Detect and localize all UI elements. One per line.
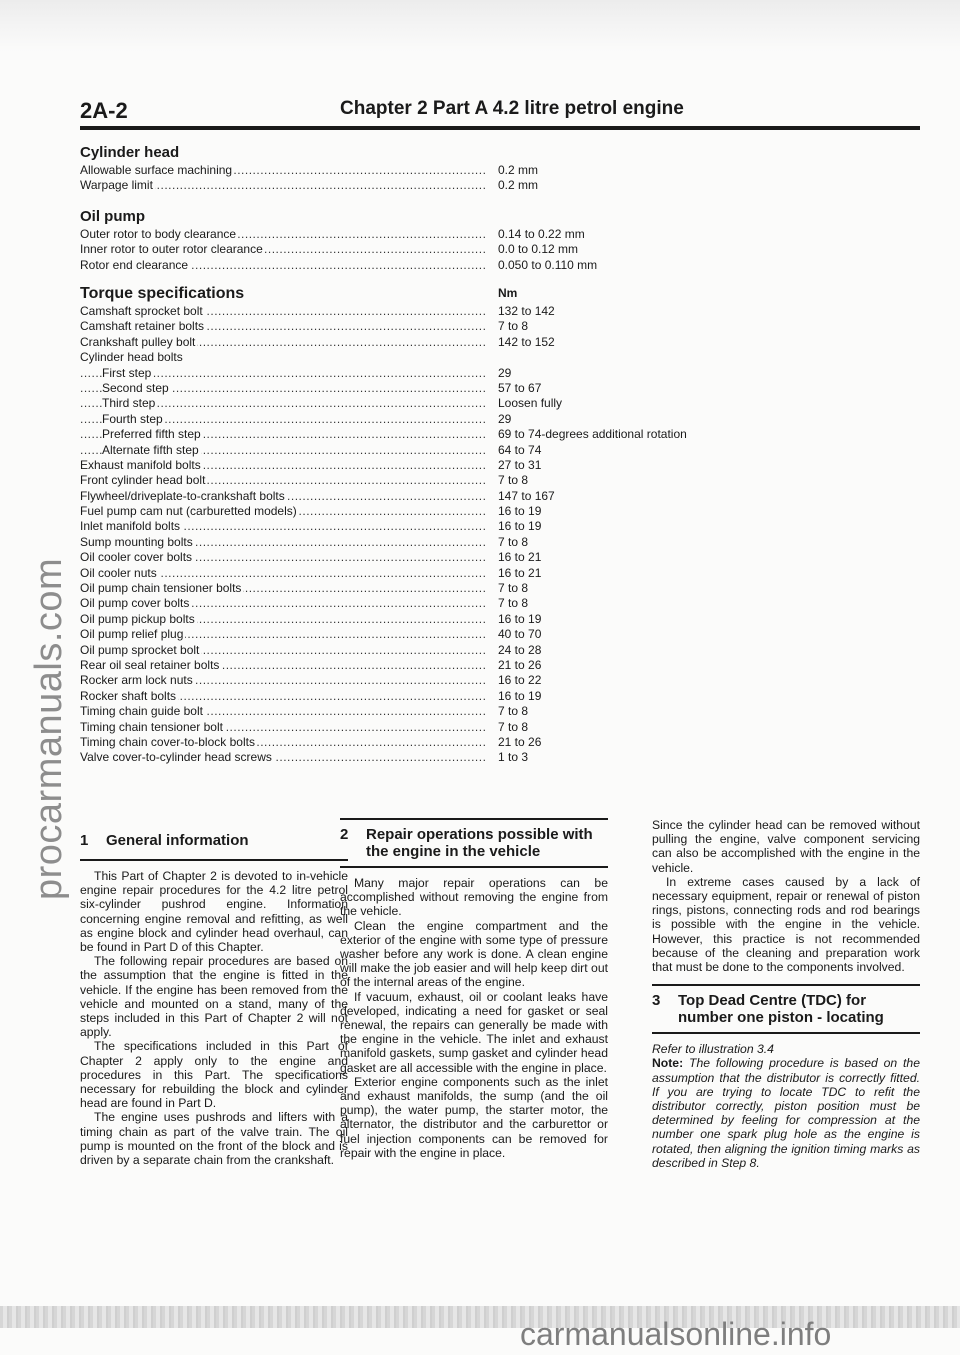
scan-top-shading xyxy=(0,0,960,52)
spec-label-text: Exhaust manifold bolts xyxy=(80,457,201,472)
torque-rows xyxy=(80,304,920,766)
section-2-body xyxy=(340,876,608,1160)
spec-label xyxy=(80,673,486,688)
watermark-bottom: carmanualsonline.info xyxy=(520,1316,832,1352)
spec-row xyxy=(80,566,920,581)
section-2-top-rule xyxy=(340,818,608,820)
spec-row xyxy=(80,178,920,193)
spec-label xyxy=(80,458,486,473)
spec-label xyxy=(80,627,486,642)
cylinder-head-rows xyxy=(80,163,920,194)
spec-value: 7 to 8 xyxy=(498,473,529,488)
spec-label-text: Oil pump relief plug xyxy=(80,627,184,642)
watermark-side: procarmanuals.com xyxy=(28,557,70,900)
spec-label-text: Oil cooler cover bolts xyxy=(80,550,193,565)
spec-label-text: Fuel pump cam nut (carburetted models) xyxy=(80,504,297,519)
spec-row xyxy=(80,304,920,319)
spec-label-text: Oil cooler nuts xyxy=(80,565,157,580)
spec-label-text: Valve cover-to-cylinder head screws xyxy=(80,750,272,765)
spec-label-text: Timing chain tensioner bolt xyxy=(80,719,223,734)
spec-label-text: Rocker arm lock nuts xyxy=(80,673,193,688)
spec-label-text: Oil pump sprocket bolt xyxy=(80,642,200,657)
spec-value: 7 to 8 xyxy=(498,581,529,596)
spec-label-text: Fourth step xyxy=(102,411,163,426)
spec-label-text: Oil pump cover bolts xyxy=(80,596,190,611)
section-3-rule xyxy=(652,1032,920,1034)
spec-value: 57 to 67 xyxy=(498,380,542,395)
spec-label xyxy=(80,412,486,427)
column-3-body xyxy=(652,818,920,974)
body-paragraph: Many major repair operations can be accomplished without removing the engine from the vehicle. xyxy=(340,876,608,919)
spec-row xyxy=(80,443,920,458)
spec-row xyxy=(80,535,920,550)
note-label: Note: xyxy=(652,1056,684,1071)
spec-label xyxy=(80,319,486,334)
spec-row xyxy=(80,750,920,765)
spec-label xyxy=(80,366,486,381)
spec-value: 142 to 152 xyxy=(498,334,555,349)
spec-row xyxy=(80,242,920,257)
spec-label-text: Alternate fifth step xyxy=(102,442,199,457)
body-paragraph: Clean the engine compartment and the exterior of the engine with some type of pressure washer before any work is done. A clean engine will make the job easier and will help keep dirt out of the internal areas of the engine. xyxy=(340,918,608,990)
spec-value: 1 to 3 xyxy=(498,750,529,765)
spec-value: 16 to 22 xyxy=(498,673,542,688)
spec-value: 0.2 mm xyxy=(498,178,539,193)
spec-value: 21 to 26 xyxy=(498,734,542,749)
oil-pump-heading: Oil pump xyxy=(80,208,145,225)
spec-row xyxy=(80,427,920,442)
spec-label xyxy=(80,658,486,673)
spec-value: 7 to 8 xyxy=(498,534,529,549)
spec-label-text: Second step xyxy=(102,380,169,395)
spec-row xyxy=(80,350,920,365)
torque-unit-heading: Nm xyxy=(498,286,518,300)
spec-value: 21 to 26 xyxy=(498,657,542,672)
spec-label xyxy=(80,581,486,596)
spec-label-text: Camshaft sprocket bolt xyxy=(80,304,203,318)
section-3-title-text: Top Dead Centre (TDC) for number one piston - locating xyxy=(678,992,884,1027)
spec-label-text: Flywheel/driveplate-to-crankshaft bolts xyxy=(80,488,285,503)
spec-label xyxy=(80,304,486,319)
note-text: The following procedure is based on the assumption that the distributor is correctly fitted. If you are trying to locate TDC to refit the distributor correctly, piston position must be determined by feeling for compression at the number one spark plug hole as the engine is rotated, then aligning the ignition timing marks as described in Step 8. xyxy=(652,1056,920,1170)
spec-label xyxy=(80,381,486,396)
column-tdc xyxy=(652,818,920,1170)
page-number: 2A-2 xyxy=(80,98,128,123)
body-paragraph: The following repair procedures are based on the assumption that the engine is fitted in the vehicle. If the engine has been removed from the vehicle and mounted on a stand, many of the steps included in this Part of Chapter 2 will not apply. xyxy=(80,954,348,1040)
torque-heading: Torque specifications xyxy=(80,285,245,302)
spec-row xyxy=(80,412,920,427)
section-2-title xyxy=(340,826,608,860)
body-paragraph: The engine uses pushrods and lifters with a timing chain as part of the valve train. The oil pump is mounted on the front of the block and is driven by a separate chain from the crankshaft. xyxy=(80,1110,348,1168)
spec-label xyxy=(80,612,486,627)
spec-value: 0.050 to 0.110 mm xyxy=(498,257,598,272)
oil-pump-rows xyxy=(80,227,920,273)
spec-row xyxy=(80,381,920,396)
spec-row xyxy=(80,627,920,642)
section-3-title xyxy=(652,992,920,1026)
spec-label xyxy=(80,489,486,504)
spec-value: 0.14 to 0.22 mm xyxy=(498,227,585,241)
body-paragraph: The specifications included in this Part of Chapter 2 apply only to the engine and procedures in this Part. The specifications necessary for rebuilding the block and cylinder head are found in Part D. xyxy=(80,1039,348,1111)
spec-row xyxy=(80,689,920,704)
tdc-note xyxy=(652,1056,920,1170)
illustration-reference: Refer to illustration 3.4 xyxy=(652,1042,774,1057)
spec-row xyxy=(80,720,920,735)
spec-value: 7 to 8 xyxy=(498,319,529,334)
spec-label xyxy=(80,335,486,350)
section-1-rule xyxy=(80,859,348,861)
spec-value: 16 to 19 xyxy=(498,504,542,519)
spec-row xyxy=(80,735,920,750)
section-3-top-rule xyxy=(652,984,920,986)
spec-value: 0.0 to 0.12 mm xyxy=(498,242,579,257)
spec-row xyxy=(80,396,920,411)
torque-specs xyxy=(80,284,920,766)
spec-label-text: Rocker shaft bolts xyxy=(80,688,177,703)
spec-label xyxy=(80,504,486,519)
spec-row xyxy=(80,489,920,504)
spec-label-text: First step xyxy=(102,365,152,380)
spec-label-text: Inner rotor to outer rotor clearance xyxy=(80,242,263,257)
section-2-rule xyxy=(340,866,608,868)
section-1-number: 1 xyxy=(80,832,89,849)
spec-label xyxy=(80,720,486,735)
spec-value: 24 to 28 xyxy=(498,642,542,657)
spec-label xyxy=(80,227,486,242)
spec-label-text: Rear oil seal retainer bolts xyxy=(80,657,220,672)
spec-value: 69 to 74-degrees additional rotation xyxy=(498,427,687,442)
spec-label xyxy=(80,750,486,765)
spec-value: 16 to 19 xyxy=(498,688,542,703)
spec-row xyxy=(80,227,920,242)
spec-value: 40 to 70 xyxy=(498,627,542,642)
spec-row xyxy=(80,704,920,719)
spec-value: 7 to 8 xyxy=(498,596,529,611)
spec-row xyxy=(80,366,920,381)
spec-row xyxy=(80,550,920,565)
spec-row xyxy=(80,658,920,673)
spec-row xyxy=(80,612,920,627)
spec-row xyxy=(80,458,920,473)
spec-row xyxy=(80,519,920,534)
body-paragraph: Exterior engine components such as the inlet and exhaust manifolds, the sump (and the oil pump), the water pump, the starter motor, the alternator, the distributor and the carburettor or fuel injection components can be removed for repair with the engine in place. xyxy=(340,1074,608,1160)
spec-label xyxy=(80,350,486,365)
page-header xyxy=(80,98,920,128)
spec-label-text: Warpage limit xyxy=(80,178,153,193)
spec-value: Loosen fully xyxy=(498,396,563,411)
spec-row xyxy=(80,581,920,596)
cylinder-head-specs xyxy=(80,143,920,194)
spec-label-text: Inlet manifold bolts xyxy=(80,519,181,534)
spec-row xyxy=(80,643,920,658)
spec-value: 7 to 8 xyxy=(498,719,529,734)
column-general-information xyxy=(80,818,348,1167)
spec-label-text: Allowable surface machining xyxy=(80,163,233,177)
spec-label xyxy=(80,473,486,488)
section-1-title-text: General information xyxy=(106,832,249,849)
section-3-number: 3 xyxy=(652,992,661,1010)
cylinder-head-heading: Cylinder head xyxy=(80,144,180,161)
spec-value: 16 to 21 xyxy=(498,550,542,565)
spec-value: 29 xyxy=(498,365,512,380)
spec-label-text: Sump mounting bolts xyxy=(80,534,193,549)
section-2-title-text: Repair operations possible with the engine in the vehicle xyxy=(366,826,593,860)
spec-value: 7 to 8 xyxy=(498,704,529,719)
spec-value: 16 to 21 xyxy=(498,565,542,580)
spec-row xyxy=(80,673,920,688)
spec-label xyxy=(80,704,486,719)
spec-label-text: Timing chain guide bolt xyxy=(80,704,203,719)
spec-value: 147 to 167 xyxy=(498,488,555,503)
spec-value: 16 to 19 xyxy=(498,519,542,534)
body-paragraph: If vacuum, exhaust, oil or coolant leaks have developed, indicating a need for gasket or seal renewal, the repairs can generally be made with the engine in the vehicle. The inlet and exhaust manifold gaskets, sump gasket and cylinder head gasket are all accessible with the engine in place. xyxy=(340,989,608,1075)
spec-label xyxy=(80,396,486,411)
spec-label xyxy=(80,519,486,534)
spec-value: 29 xyxy=(498,411,512,426)
spec-label xyxy=(80,242,486,257)
spec-label xyxy=(80,178,486,193)
spec-label-text: Outer rotor to body clearance xyxy=(80,227,237,241)
spec-label-text: Oil pump chain tensioner bolts xyxy=(80,581,242,596)
spec-value: 132 to 142 xyxy=(498,304,555,318)
section-1-body xyxy=(80,869,348,1167)
spec-label-text: Third step xyxy=(102,396,156,411)
column-repair-operations xyxy=(340,818,608,1160)
spec-value: 27 to 31 xyxy=(498,457,542,472)
spec-label xyxy=(80,443,486,458)
section-2-number: 2 xyxy=(340,826,349,843)
spec-value: 0.2 mm xyxy=(498,163,539,177)
spec-label xyxy=(80,643,486,658)
body-paragraph: This Part of Chapter 2 is devoted to in-vehicle engine repair procedures for the 4.2 litre petrol six-cylinder pushrod engine. Information concerning engine removal and refitting, as well as engine block and cylinder head overhaul, can be found in Part D of this Chapter. xyxy=(80,869,348,955)
spec-row xyxy=(80,163,920,178)
spec-label xyxy=(80,689,486,704)
spec-label xyxy=(80,596,486,611)
spec-label xyxy=(80,427,486,442)
body-paragraph: In extreme cases caused by a lack of necessary equipment, repair or renewal of piston rings, pistons, connecting rods and rod bearings is possible with the engine in the vehicle. However, this practice is not recommended because of the cleaning and preparation work that must be done to the components involved. xyxy=(652,874,920,975)
spec-label xyxy=(80,163,486,178)
chapter-title: Chapter 2 Part A 4.2 litre petrol engine xyxy=(340,98,684,119)
header-rule xyxy=(80,126,920,130)
spec-value: 16 to 19 xyxy=(498,611,542,626)
spec-row xyxy=(80,596,920,611)
spec-value: 64 to 74 xyxy=(498,442,542,457)
spec-row xyxy=(80,258,920,273)
spec-label-text: Timing chain cover-to-block bolts xyxy=(80,734,255,749)
spec-label-text: Crankshaft pulley bolt xyxy=(80,334,196,349)
section-1-title xyxy=(80,832,348,849)
spec-label-text: Cylinder head bolts xyxy=(80,350,183,365)
spec-row xyxy=(80,473,920,488)
spec-label-text: Preferred fifth step xyxy=(102,427,201,442)
oil-pump-specs xyxy=(80,207,920,273)
spec-label xyxy=(80,735,486,750)
spec-label xyxy=(80,550,486,565)
spec-label xyxy=(80,566,486,581)
spec-label-text: Rotor end clearance xyxy=(80,257,189,272)
spec-label xyxy=(80,258,486,273)
spec-label-text: Front cylinder head bolt xyxy=(80,473,206,488)
spec-label xyxy=(80,535,486,550)
spec-row xyxy=(80,319,920,334)
spec-label-text: Camshaft retainer bolts xyxy=(80,319,205,334)
spec-row xyxy=(80,504,920,519)
body-paragraph: Since the cylinder head can be removed without pulling the engine, valve component servicing can also be accomplished with the engine in the vehicle. xyxy=(652,818,920,875)
spec-label-text: Oil pump pickup bolts xyxy=(80,611,195,626)
spec-row xyxy=(80,335,920,350)
